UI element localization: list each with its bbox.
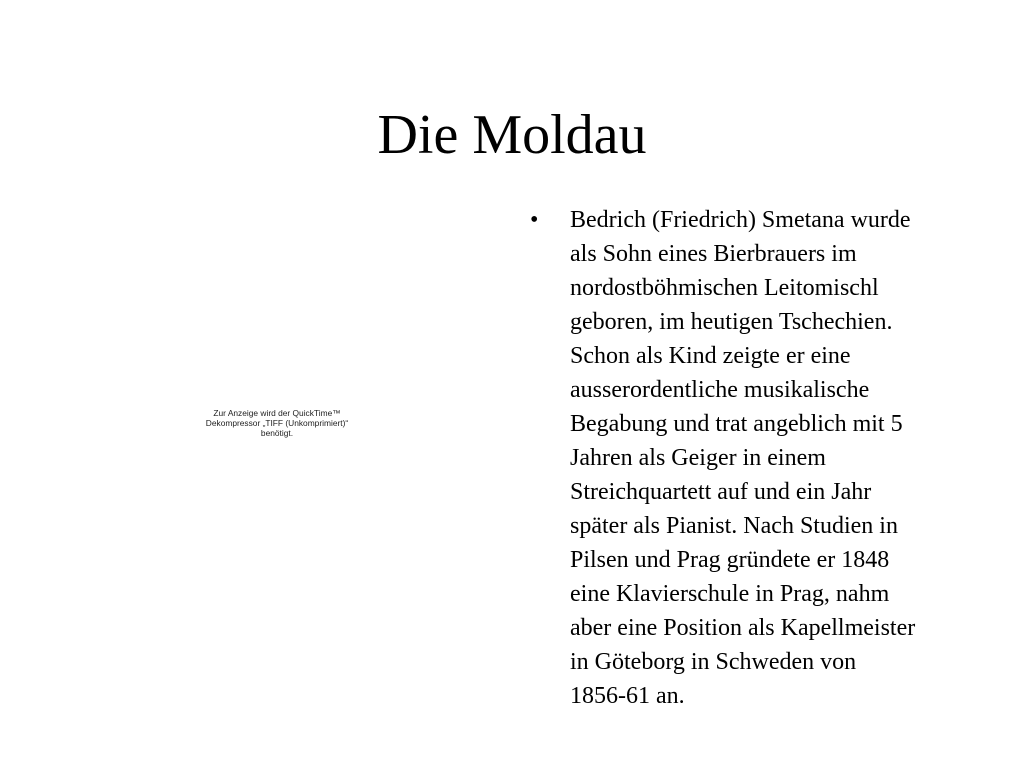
text-line: Bedrich (Friedrich) Smetana wurde <box>570 207 911 233</box>
bullet-list <box>530 203 990 713</box>
bullet-item <box>530 203 990 713</box>
text-line: 1856-61 an. <box>570 683 685 709</box>
text-line: Streichquartett auf und ein Jahr <box>570 479 872 505</box>
text-line: als Sohn eines Bierbrauers im <box>570 241 857 267</box>
text-line: ausserordentliche musikalische <box>570 377 870 403</box>
bullet-marker: • <box>530 207 539 233</box>
slide-title: Die Moldau <box>377 104 647 166</box>
text-line: aber eine Position als Kapellmeister <box>570 615 916 641</box>
text-line: geboren, im heutigen Tschechien. <box>570 309 893 335</box>
placeholder-line-2: Dekompressor „TIFF (Unkomprimiert)“ <box>205 418 349 428</box>
text-line: Jahren als Geiger in einem <box>570 445 826 471</box>
text-line: in Göteborg in Schweden von <box>570 649 857 675</box>
text-line: nordostböhmischen Leitomischl <box>570 275 879 301</box>
text-line: eine Klavierschule in Prag, nahm <box>570 581 890 607</box>
text-line: Begabung und trat angeblich mit 5 <box>570 411 903 437</box>
placeholder-line-1: Zur Anzeige wird der QuickTime™ <box>213 408 341 418</box>
text-line: später als Pianist. Nach Studien in <box>570 513 898 539</box>
missing-image-placeholder <box>184 408 370 438</box>
placeholder-line-3: benötigt. <box>260 428 294 438</box>
text-line: Pilsen und Prag gründete er 1848 <box>570 547 890 573</box>
text-line: Schon als Kind zeigte er eine <box>570 343 851 369</box>
